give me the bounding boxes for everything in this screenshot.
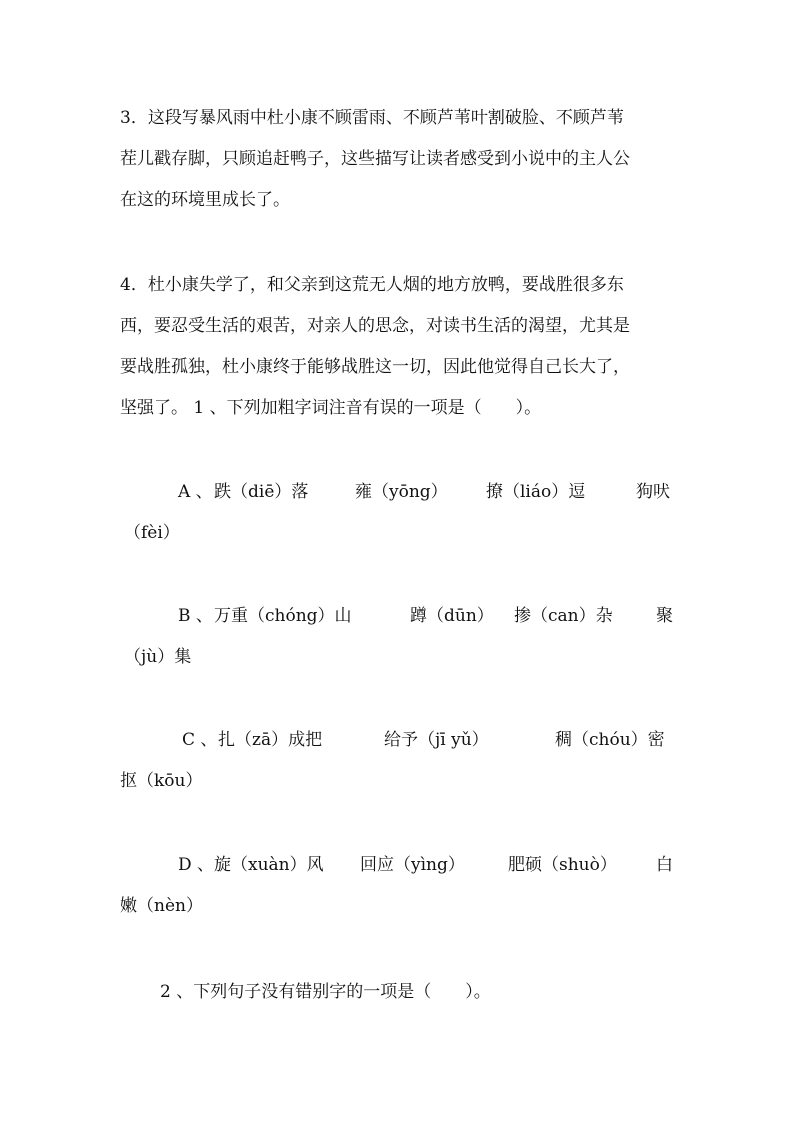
option-c [120, 720, 720, 802]
option-item: 给予（jī yǔ） [384, 730, 489, 750]
option-item: 旋（xuàn）风 [214, 855, 324, 875]
paragraph-4 [120, 265, 680, 429]
option-item: 万重（chóng）山 [214, 606, 352, 626]
question-2 [160, 972, 720, 1013]
option-a [120, 472, 720, 554]
option-item: 稠（chóu）密 [555, 730, 665, 750]
option-item: 白 [656, 855, 673, 875]
text-line: 4．杜小康失学了，和父亲到这荒无人烟的地方放鸭，要战胜很多东 [120, 275, 624, 295]
option-item: 扎（zā）成把 [218, 730, 323, 750]
option-label: D 、 [178, 855, 215, 875]
option-label: C 、 [182, 730, 218, 750]
option-d [120, 845, 720, 927]
option-wrap: 抠（kōu） [120, 771, 203, 791]
option-item: 回应（yìng） [360, 855, 465, 875]
text-line: 3．这段写暴风雨中杜小康不顾雷雨、不顾芦苇叶割破脸、不顾芦苇 [120, 108, 624, 128]
option-label: B 、 [178, 606, 213, 626]
option-item: 雍（yōng） [355, 482, 448, 502]
option-item: 掺（can）杂 [514, 606, 613, 626]
text-line: 茬儿戳存脚，只顾追赶鸭子，这些描写让读者感受到小说中的主人公 [120, 149, 630, 169]
text-line: 坚强了。 1 、下列加粗字词注音有误的一项是（ ）。 [120, 398, 542, 418]
option-label: A 、 [178, 482, 213, 502]
option-item: 狗吠 [636, 482, 670, 502]
option-item: 跌（diē）落 [214, 482, 309, 502]
text-line: 要战胜孤独，杜小康终于能够战胜这一切，因此他觉得自己长大了， [120, 357, 630, 377]
option-item: 聚 [656, 606, 673, 626]
paragraph-3 [120, 98, 680, 221]
option-item: 撩（liáo）逗 [486, 482, 586, 502]
option-wrap: （fèi） [124, 523, 180, 543]
option-item: 蹲（dūn） [410, 606, 494, 626]
question-text: 2 、下列句子没有错别字的一项是（ ）。 [160, 982, 491, 1002]
option-item: 肥硕（shuò） [508, 855, 617, 875]
option-wrap: 嫩（nèn） [120, 896, 203, 916]
text-line: 在这的环境里成长了。 [120, 190, 290, 210]
option-wrap: （jù）集 [124, 647, 192, 667]
text-line: 西，要忍受生活的艰苦，对亲人的思念，对读书生活的渴望，尤其是 [120, 316, 630, 336]
option-b [120, 596, 720, 678]
